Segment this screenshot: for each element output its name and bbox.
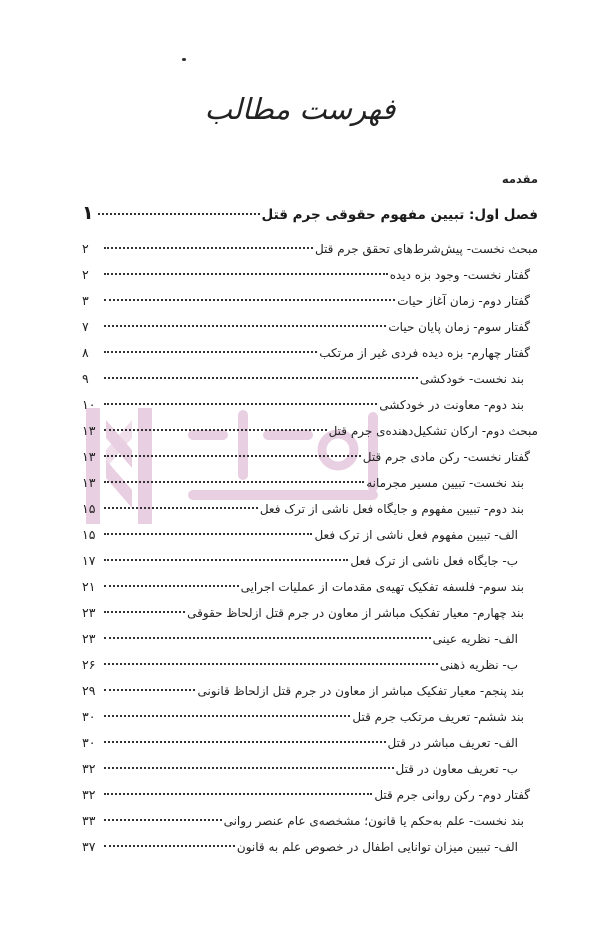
toc-entry <box>82 652 538 678</box>
dot-leader <box>104 689 195 691</box>
toc-entry-page-number: ۱۳ <box>82 423 96 438</box>
toc-entry <box>82 522 538 548</box>
dot-leader <box>104 429 327 431</box>
toc-entry <box>82 574 538 600</box>
toc-entry <box>82 756 538 782</box>
toc-entry-page-number: ۳۰ <box>82 709 96 724</box>
dot-leader <box>104 351 317 353</box>
toc-entry-title: گفتار دوم- رکن روانی جرم قتل <box>374 788 530 802</box>
toc-entry-title: گفتار نخست- رکن مادی جرم قتل <box>362 450 530 464</box>
toc-entry-title: بند نخست- علم به‌حکم یا قانون؛ مشخصه‌ی عام عنصر روانی <box>223 814 524 828</box>
toc-entry-title: گفتار دوم- زمان آغاز حیات <box>397 294 530 308</box>
toc-entry-page-number: ۸ <box>82 345 89 360</box>
toc-entry-title: الف- تبیین میزان توانایی اطفال در خصوص علم به قانون <box>236 840 518 854</box>
toc-entry <box>82 782 538 808</box>
toc-entry-title: بند نخست- تبیین مسیر مجرمانه <box>366 476 524 490</box>
toc-entry-page-number: ۳۰ <box>82 735 96 750</box>
toc-entry-title: بند نخست- خودکشی <box>419 372 524 386</box>
toc-entry-title: بند چهارم- معیار تفکیک مباشر از معاون در جرم قتل ازلحاظ حقوقی <box>187 606 524 620</box>
chapter-title: فصل اول: تبیین مفهوم حقوقی جرم قتل <box>261 207 538 223</box>
toc-entry <box>82 496 538 522</box>
toc-entry-page-number: ۷ <box>82 319 89 334</box>
toc-entry-title: الف- تبیین مفهوم فعل ناشی از ترک فعل <box>314 528 518 542</box>
toc-entry <box>82 288 538 314</box>
toc-entry-page-number: ۲ <box>82 267 89 282</box>
toc-entry-page-number: ۲۳ <box>82 631 96 646</box>
dot-leader <box>98 213 260 215</box>
toc-entry-title: گفتار سوم- زمان پایان حیات <box>388 320 530 334</box>
toc-entry <box>82 340 538 366</box>
toc-entry-page-number: ۱۷ <box>82 553 96 568</box>
toc-entry-title: الف- نظریه عینی <box>432 632 518 646</box>
toc-entry <box>82 444 538 470</box>
toc-entry-page-number: ۳۳ <box>82 813 96 828</box>
dot-leader <box>104 507 258 509</box>
toc-entry-title: بند دوم- معاونت در خودکشی <box>379 398 524 412</box>
toc-entry-page-number: ۲۳ <box>82 605 96 620</box>
toc-entry <box>82 548 538 574</box>
toc-entry-title: مبحث نخست- پیش‌شرط‌های تحقق جرم قتل <box>314 242 538 256</box>
dot-leader <box>104 741 386 743</box>
dot-leader <box>104 455 361 457</box>
toc-entry-title: مبحث دوم- ارکان تشکیل‌دهنده‌ی جرم قتل <box>328 424 538 438</box>
toc-entry-page-number: ۱۳ <box>82 449 96 464</box>
dot-leader <box>104 533 312 535</box>
toc-entry <box>82 366 538 392</box>
page-title: فهرست مطالب <box>204 92 396 126</box>
toc-entry-page-number: ۱۳ <box>82 475 96 490</box>
toc-entry-title: گفتار نخست- وجود بزه دیده <box>389 268 530 282</box>
dot-leader <box>104 325 386 327</box>
toc-entry-page-number: ۳۲ <box>82 787 96 802</box>
toc-entry-title: ب- جایگاه فعل ناشی از ترک فعل <box>350 554 518 568</box>
toc-entry-title: بند دوم- تبیین مفهوم و جایگاه فعل ناشی از ترک فعل <box>259 502 524 516</box>
toc-entry-page-number: ۳ <box>82 293 89 308</box>
toc-entry-page-number: ۳۷ <box>82 839 96 854</box>
toc-entry <box>82 834 538 860</box>
toc-entry-title: بند سوم- فلسفه تفکیک تهیه‌ی مقدمات از عملیات اجرایی <box>240 580 524 594</box>
toc-entry-title: الف- تعریف مباشر در قتل <box>387 736 518 750</box>
toc-entry <box>82 418 538 444</box>
toc-entry-title: ب- تعریف معاون در قتل <box>395 762 518 776</box>
toc-entry <box>82 704 538 730</box>
dot-leader <box>104 637 431 639</box>
toc-entry <box>82 470 538 496</box>
toc-entry-page-number: ۱۰ <box>82 397 96 412</box>
toc-entry <box>82 392 538 418</box>
toc-entry-page-number: ۲ <box>82 241 89 256</box>
dot-leader <box>104 481 364 483</box>
toc-entry-page-number: ۲۶ <box>82 657 96 672</box>
toc-entry <box>82 730 538 756</box>
toc-list <box>82 236 538 860</box>
dot-leader <box>104 663 438 665</box>
toc-entry-title: ب- نظریه ذهنی <box>439 658 518 672</box>
toc-entry <box>82 808 538 834</box>
dot-leader <box>104 767 394 769</box>
dot-leader <box>104 845 235 847</box>
toc-entry-page-number: ۹ <box>82 371 89 386</box>
dot-leader <box>104 273 388 275</box>
dot-leader <box>104 299 395 301</box>
dot-leader <box>104 715 350 717</box>
toc-entry-page-number: ۲۱ <box>82 579 96 594</box>
toc-entry <box>82 314 538 340</box>
dot-leader <box>104 403 377 405</box>
dot-leader <box>104 793 372 795</box>
toc-entry <box>82 678 538 704</box>
dot-leader <box>104 377 418 379</box>
toc-entry-title: بند ششم- تعریف مرتکب جرم قتل <box>352 710 524 724</box>
dot-leader <box>104 559 348 561</box>
intro-heading: مقدمه <box>501 172 538 186</box>
dot-leader <box>104 585 239 587</box>
toc-entry-page-number: ۱۵ <box>82 527 96 542</box>
ink-dot <box>182 58 186 61</box>
toc-entry-page-number: ۲۹ <box>82 683 96 698</box>
chapter-heading <box>82 202 538 224</box>
toc-entry <box>82 236 538 262</box>
toc-entry <box>82 600 538 626</box>
dot-leader <box>104 247 313 249</box>
toc-entry-title: گفتار چهارم- بزه دیده فردی غیر از مرتکب <box>319 346 530 360</box>
dot-leader <box>104 611 185 613</box>
toc-entry <box>82 262 538 288</box>
toc-entry <box>82 626 538 652</box>
chapter-page-number: ۱ <box>82 202 94 224</box>
toc-entry-page-number: ۱۵ <box>82 501 96 516</box>
toc-entry-page-number: ۳۲ <box>82 761 96 776</box>
toc-entry-title: بند پنجم- معیار تفکیک مباشر از معاون در جرم قتل ازلحاظ قانونی <box>197 684 524 698</box>
dot-leader <box>104 819 222 821</box>
